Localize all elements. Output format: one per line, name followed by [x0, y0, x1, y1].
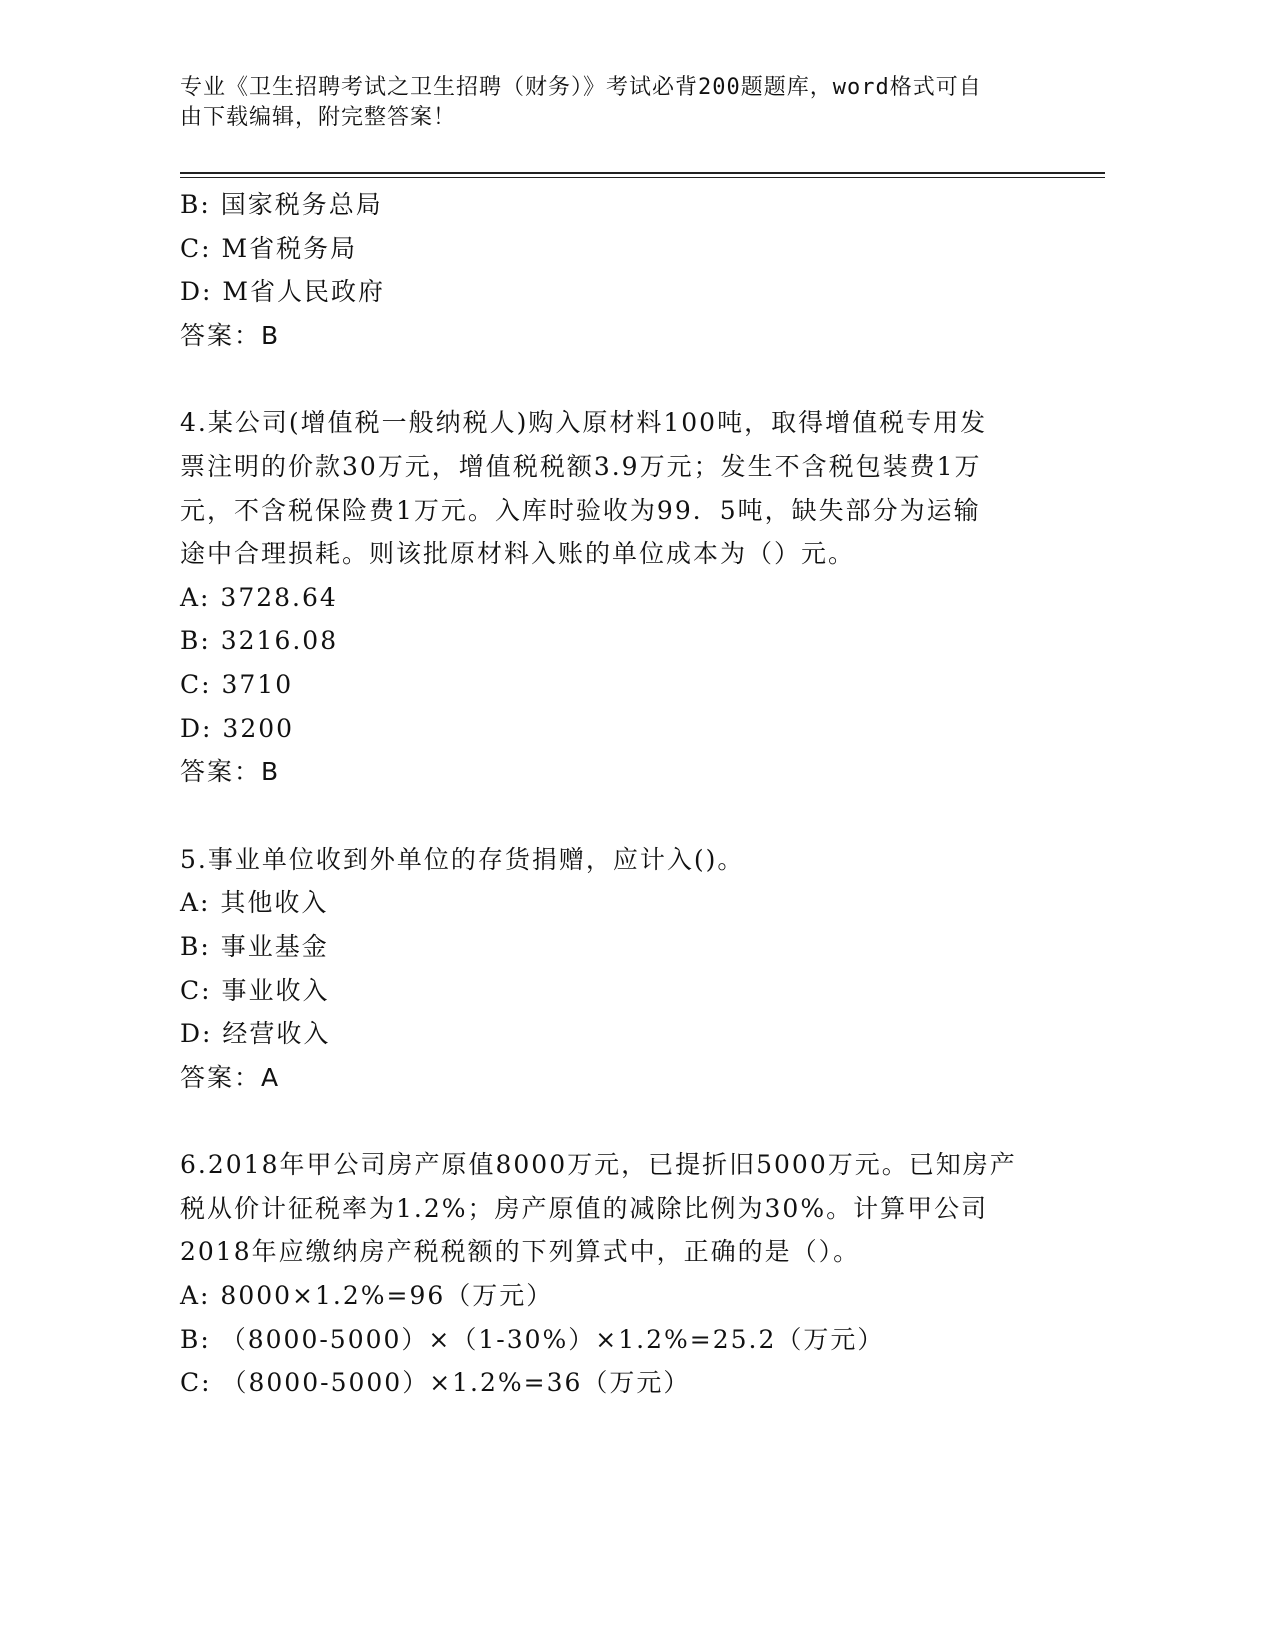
- question-stem: 6.2018年甲公司房产原值8000万元，已提折旧5000万元。已知房产: [180, 1150, 1017, 1180]
- option-a: A: 8000×1.2%=96（万元）: [180, 1281, 554, 1311]
- question-3-remainder: [180, 183, 1060, 357]
- option-b: B: 国家税务总局: [180, 190, 383, 219]
- option-d: D: 经营收入: [180, 1019, 331, 1049]
- question-6: [180, 1143, 1060, 1405]
- option-a: A: 3728.64: [180, 582, 338, 612]
- option-d: D: 3200: [180, 713, 295, 743]
- question-list: [180, 183, 1060, 1405]
- header-divider-thick: [180, 172, 1105, 174]
- document-header: [180, 73, 1040, 133]
- option-b: B: 3216.08: [180, 626, 339, 656]
- header-divider-thin: [180, 177, 1105, 178]
- answer: 答案：B: [180, 320, 281, 350]
- option-c: C: （8000-5000）×1.2%=36（万元）: [180, 1368, 691, 1398]
- option-b: B: 事业基金: [180, 931, 329, 961]
- answer: 答案：A: [180, 1062, 281, 1092]
- answer: 答案：B: [180, 757, 281, 787]
- question-5: [180, 838, 1060, 1100]
- header-line-2: 由下载编辑，附完整答案！: [180, 105, 457, 130]
- option-c: C: 事业收入: [180, 975, 330, 1005]
- question-stem: 票注明的价款30万元，增值税税额3.9万元；发生不含税包装费1万: [180, 451, 982, 481]
- option-c: C: 3710: [180, 669, 294, 699]
- header-line-1: 专业《卫生招聘考试之卫生招聘（财务）》考试必背200题题库，word格式可自: [180, 75, 982, 100]
- question-stem: 途中合理损耗。则该批原材料入账的单位成本为（）元。: [180, 539, 856, 569]
- option-d: D: M省人民政府: [180, 277, 386, 307]
- spacer: [180, 1099, 1060, 1143]
- option-c: C: M省税务局: [180, 233, 358, 263]
- question-4: [180, 401, 1060, 793]
- question-stem: 元，不含税保险费1万元。入库时验收为99．5吨，缺失部分为运输: [180, 495, 981, 525]
- spacer: [180, 794, 1060, 838]
- option-a: A: 其他收入: [180, 888, 329, 918]
- question-stem: 2018年应缴纳房产税税额的下列算式中，正确的是（）。: [180, 1237, 861, 1267]
- question-stem: 税从价计征税率为1.2%；房产原值的减除比例为30%。计算甲公司: [180, 1193, 989, 1223]
- spacer: [180, 357, 1060, 401]
- question-stem: 4.某公司(增值税一般纳税人)购入原材料100吨，取得增值税专用发: [180, 408, 988, 438]
- question-stem: 5.事业单位收到外单位的存货捐赠，应计入()。: [180, 844, 745, 874]
- option-b: B: （8000-5000）×（1-30%）×1.2%=25.2（万元）: [180, 1324, 885, 1354]
